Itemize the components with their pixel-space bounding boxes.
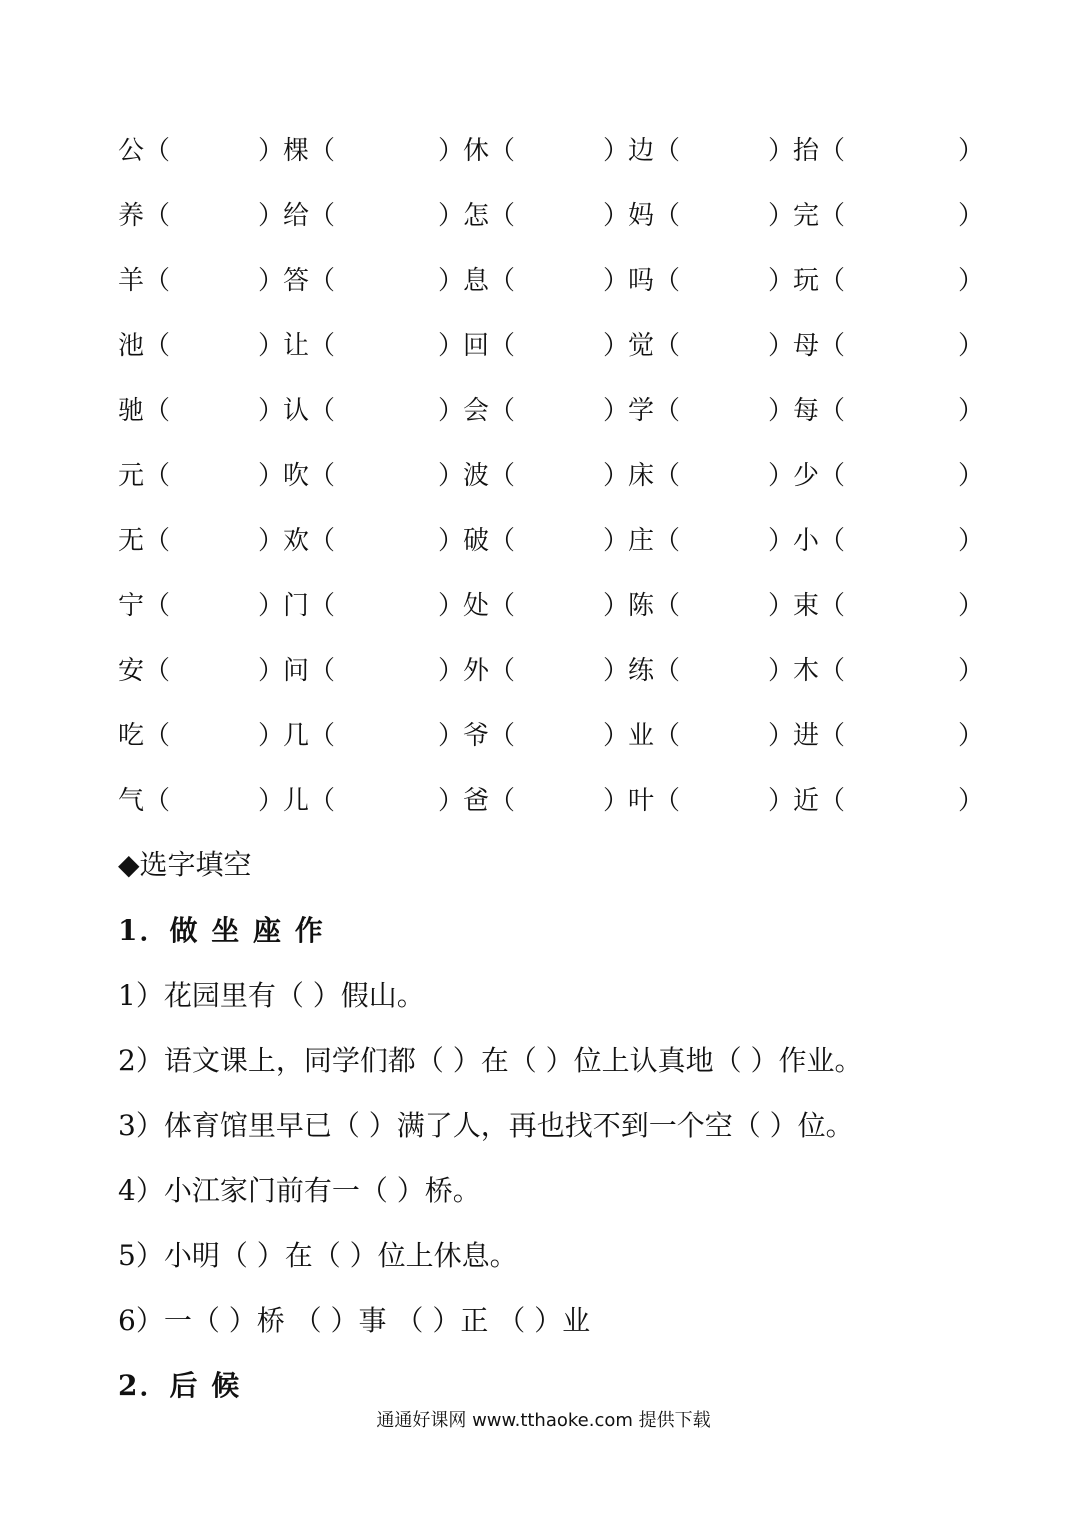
answer-blank-open[interactable]: （ (489, 396, 516, 426)
answer-blank-open[interactable]: （ (144, 721, 171, 751)
grid-character: 业 (628, 721, 655, 751)
answer-blank-open[interactable]: （ (819, 656, 846, 686)
grid-character: 羊 (118, 266, 145, 296)
grid-cell (463, 453, 630, 499)
answer-blank-close: ） (768, 136, 795, 166)
grid-character: 答 (283, 266, 310, 296)
grid-character: 养 (118, 201, 145, 231)
grid-cell (118, 258, 285, 304)
answer-blank-close: ） (438, 266, 465, 296)
answer-blank-open[interactable]: （ (654, 786, 681, 816)
answer-blank-open[interactable]: （ (489, 136, 516, 166)
answer-blank-close: ） (258, 266, 285, 296)
answer-blank-close: ） (258, 721, 285, 751)
answer-blank-open[interactable]: （ (654, 591, 681, 621)
answer-blank-close: ） (958, 396, 985, 426)
answer-blank-close: ） (438, 786, 465, 816)
answer-blank-open[interactable]: （ (309, 656, 336, 686)
grid-character: 吗 (628, 266, 655, 296)
answer-blank-open[interactable]: （ (654, 201, 681, 231)
grid-character: 学 (628, 396, 655, 426)
grid-character: 会 (463, 396, 490, 426)
grid-cell (793, 323, 985, 369)
answer-blank-close: ） (958, 721, 985, 751)
answer-blank-open[interactable]: （ (489, 656, 516, 686)
grid-cell (793, 518, 985, 564)
grid-row (118, 193, 985, 258)
answer-blank-open[interactable]: （ (309, 526, 336, 556)
footer-source: 通通好课网 www.tthaoke.com 提供下载 (376, 1410, 711, 1431)
grid-row (118, 778, 985, 843)
grid-cell (118, 453, 285, 499)
grid-character: 每 (793, 396, 820, 426)
answer-blank-open[interactable]: （ (489, 266, 516, 296)
answer-blank-open[interactable]: （ (654, 331, 681, 361)
grid-character: 元 (118, 461, 145, 491)
grid-character: 完 (793, 201, 820, 231)
grid-cell (118, 713, 285, 759)
grid-cell (793, 193, 985, 239)
grid-character: 练 (628, 656, 655, 686)
grid-character: 门 (283, 591, 310, 621)
answer-blank-close: ） (958, 266, 985, 296)
grid-character: 波 (463, 461, 490, 491)
answer-blank-close: ） (603, 201, 630, 231)
answer-blank-open[interactable]: （ (144, 461, 171, 491)
grid-character: 觉 (628, 331, 655, 361)
grid-cell (793, 128, 985, 174)
grid-cell (793, 258, 985, 304)
grid-character: 给 (283, 201, 310, 231)
grid-cell (283, 778, 465, 824)
answer-blank-open[interactable]: （ (489, 331, 516, 361)
grid-character: 束 (793, 591, 820, 621)
grid-row (118, 518, 985, 583)
grid-character: 认 (283, 396, 310, 426)
question-1-item-2: 2）语文课上，同学们都（ ）在（ ）位上认真地（ ）作业。 (118, 1044, 863, 1077)
answer-blank-open[interactable]: （ (489, 721, 516, 751)
answer-blank-open[interactable]: （ (654, 721, 681, 751)
grid-cell (463, 713, 630, 759)
grid-character: 安 (118, 656, 145, 686)
answer-blank-close: ） (603, 396, 630, 426)
grid-character: 公 (118, 136, 145, 166)
grid-character: 抬 (793, 136, 820, 166)
answer-blank-open[interactable]: （ (309, 721, 336, 751)
grid-character: 儿 (283, 786, 310, 816)
grid-cell (283, 713, 465, 759)
answer-blank-close: ） (958, 656, 985, 686)
answer-blank-open[interactable]: （ (144, 591, 171, 621)
grid-character: 进 (793, 721, 820, 751)
grid-character: 池 (118, 331, 145, 361)
grid-cell (793, 648, 985, 694)
grid-character: 休 (463, 136, 490, 166)
grid-row (118, 583, 985, 648)
grid-row (118, 388, 985, 453)
grid-character: 床 (628, 461, 655, 491)
grid-cell (118, 128, 285, 174)
answer-blank-open[interactable]: （ (654, 526, 681, 556)
answer-blank-open[interactable]: （ (819, 786, 846, 816)
grid-cell (283, 323, 465, 369)
answer-blank-close: ） (438, 396, 465, 426)
answer-blank-open[interactable]: （ (654, 266, 681, 296)
answer-blank-open[interactable]: （ (489, 526, 516, 556)
grid-cell (793, 778, 985, 824)
answer-blank-close: ） (438, 526, 465, 556)
answer-blank-close: ） (768, 656, 795, 686)
answer-blank-close: ） (958, 526, 985, 556)
answer-blank-open[interactable]: （ (309, 201, 336, 231)
grid-character: 棵 (283, 136, 310, 166)
grid-cell (463, 388, 630, 434)
grid-character: 木 (793, 656, 820, 686)
answer-blank-open[interactable]: （ (144, 526, 171, 556)
answer-blank-close: ） (958, 201, 985, 231)
grid-character: 无 (118, 526, 145, 556)
grid-row (118, 128, 985, 193)
grid-character: 宁 (118, 591, 145, 621)
answer-blank-close: ） (603, 526, 630, 556)
answer-blank-open[interactable]: （ (819, 721, 846, 751)
answer-blank-open[interactable]: （ (144, 201, 171, 231)
question-1-item-5: 5）小明（ ）在（ ）位上休息。 (118, 1239, 518, 1272)
answer-blank-close: ） (768, 461, 795, 491)
answer-blank-open[interactable]: （ (489, 461, 516, 491)
answer-blank-open[interactable]: （ (654, 396, 681, 426)
answer-blank-close: ） (258, 136, 285, 166)
grid-cell (463, 778, 630, 824)
grid-character: 妈 (628, 201, 655, 231)
grid-character: 让 (283, 331, 310, 361)
grid-cell (628, 323, 795, 369)
grid-character: 叶 (628, 786, 655, 816)
grid-cell (463, 193, 630, 239)
grid-cell (628, 258, 795, 304)
grid-character: 几 (283, 721, 310, 751)
answer-blank-open[interactable]: （ (819, 461, 846, 491)
grid-cell (463, 518, 630, 564)
grid-cell (118, 778, 285, 824)
grid-cell (463, 258, 630, 304)
answer-blank-open[interactable]: （ (309, 266, 336, 296)
grid-cell (283, 388, 465, 434)
answer-blank-close: ） (958, 461, 985, 491)
answer-blank-close: ） (603, 461, 630, 491)
answer-blank-open[interactable]: （ (819, 201, 846, 231)
answer-blank-open[interactable]: （ (489, 786, 516, 816)
grid-cell (463, 323, 630, 369)
answer-blank-open[interactable]: （ (309, 786, 336, 816)
grid-character: 问 (283, 656, 310, 686)
answer-blank-close: ） (603, 136, 630, 166)
answer-blank-open[interactable]: （ (144, 331, 171, 361)
grid-character: 气 (118, 786, 145, 816)
grid-character: 陈 (628, 591, 655, 621)
answer-blank-open[interactable]: （ (819, 136, 846, 166)
grid-cell (628, 193, 795, 239)
question-1-item-4: 4）小江家门前有一（ ）桥。 (118, 1174, 481, 1207)
answer-blank-open[interactable]: （ (654, 656, 681, 686)
answer-blank-open[interactable]: （ (819, 396, 846, 426)
answer-blank-close: ） (768, 331, 795, 361)
grid-character: 少 (793, 461, 820, 491)
grid-cell (283, 648, 465, 694)
grid-character: 爷 (463, 721, 490, 751)
answer-blank-open[interactable]: （ (654, 461, 681, 491)
answer-blank-open[interactable]: （ (819, 526, 846, 556)
grid-row (118, 258, 985, 323)
answer-blank-close: ） (768, 526, 795, 556)
word-formation-grid (118, 128, 985, 843)
answer-blank-close: ） (258, 656, 285, 686)
answer-blank-close: ） (258, 396, 285, 426)
answer-blank-close: ） (603, 591, 630, 621)
grid-cell (283, 258, 465, 304)
answer-blank-close: ） (438, 721, 465, 751)
grid-cell (628, 648, 795, 694)
grid-character: 处 (463, 591, 490, 621)
answer-blank-close: ） (603, 266, 630, 296)
grid-character: 母 (793, 331, 820, 361)
answer-blank-close: ） (438, 201, 465, 231)
grid-character: 玩 (793, 266, 820, 296)
answer-blank-close: ） (438, 331, 465, 361)
grid-cell (118, 583, 285, 629)
answer-blank-close: ） (438, 461, 465, 491)
grid-cell (118, 518, 285, 564)
answer-blank-close: ） (438, 656, 465, 686)
grid-cell (283, 583, 465, 629)
grid-cell (628, 388, 795, 434)
answer-blank-open[interactable]: （ (309, 331, 336, 361)
grid-row (118, 713, 985, 778)
grid-character: 边 (628, 136, 655, 166)
answer-blank-open[interactable]: （ (309, 461, 336, 491)
grid-character: 吹 (283, 461, 310, 491)
grid-cell (463, 648, 630, 694)
grid-cell (118, 648, 285, 694)
grid-cell (793, 583, 985, 629)
grid-character: 驰 (118, 396, 145, 426)
grid-character: 吃 (118, 721, 145, 751)
answer-blank-close: ） (768, 396, 795, 426)
answer-blank-close: ） (438, 136, 465, 166)
grid-character: 怎 (463, 201, 490, 231)
answer-blank-open[interactable]: （ (144, 656, 171, 686)
question-2-title: 2．后 候 (118, 1369, 242, 1402)
grid-cell (628, 713, 795, 759)
grid-character: 庄 (628, 526, 655, 556)
answer-blank-close: ） (768, 201, 795, 231)
answer-blank-open[interactable]: （ (819, 266, 846, 296)
question-1-title: 1．做 坐 座 作 (118, 914, 325, 947)
grid-cell (118, 193, 285, 239)
grid-row (118, 453, 985, 518)
grid-cell (118, 323, 285, 369)
answer-blank-close: ） (603, 331, 630, 361)
answer-blank-open[interactable]: （ (489, 591, 516, 621)
grid-cell (628, 778, 795, 824)
grid-cell (283, 518, 465, 564)
answer-blank-open[interactable]: （ (654, 136, 681, 166)
answer-blank-open[interactable]: （ (819, 331, 846, 361)
answer-blank-open[interactable]: （ (309, 136, 336, 166)
grid-cell (463, 128, 630, 174)
grid-cell (283, 128, 465, 174)
answer-blank-close: ） (768, 266, 795, 296)
answer-blank-close: ） (258, 331, 285, 361)
answer-blank-close: ） (258, 591, 285, 621)
question-1-item-3: 3）体育馆里早已（ ）满了人，再也找不到一个空（ ）位。 (118, 1109, 854, 1142)
grid-cell (283, 193, 465, 239)
answer-blank-open[interactable]: （ (144, 266, 171, 296)
grid-cell (793, 453, 985, 499)
grid-cell (793, 713, 985, 759)
grid-character: 小 (793, 526, 820, 556)
answer-blank-close: ） (768, 786, 795, 816)
answer-blank-open[interactable]: （ (819, 591, 846, 621)
answer-blank-close: ） (258, 201, 285, 231)
answer-blank-close: ） (768, 591, 795, 621)
grid-cell (628, 518, 795, 564)
grid-cell (283, 453, 465, 499)
answer-blank-close: ） (958, 136, 985, 166)
answer-blank-close: ） (258, 786, 285, 816)
answer-blank-close: ） (958, 786, 985, 816)
grid-character: 回 (463, 331, 490, 361)
grid-row (118, 648, 985, 713)
answer-blank-close: ） (958, 591, 985, 621)
grid-cell (628, 128, 795, 174)
grid-character: 破 (463, 526, 490, 556)
grid-cell (628, 583, 795, 629)
grid-character: 外 (463, 656, 490, 686)
section-title: ◆选字填空 (118, 848, 252, 881)
answer-blank-open[interactable]: （ (144, 786, 171, 816)
answer-blank-close: ） (438, 591, 465, 621)
grid-cell (118, 388, 285, 434)
answer-blank-close: ） (958, 331, 985, 361)
answer-blank-close: ） (603, 786, 630, 816)
grid-character: 息 (463, 266, 490, 296)
grid-character: 近 (793, 786, 820, 816)
question-1-item-6: 6）一（ ）桥 （ ）事 （ ）正 （ ）业 (118, 1304, 591, 1337)
grid-character: 欢 (283, 526, 310, 556)
answer-blank-open[interactable]: （ (489, 201, 516, 231)
answer-blank-close: ） (603, 721, 630, 751)
answer-blank-open[interactable]: （ (144, 136, 171, 166)
answer-blank-open[interactable]: （ (309, 591, 336, 621)
answer-blank-close: ） (768, 721, 795, 751)
answer-blank-open[interactable]: （ (309, 396, 336, 426)
answer-blank-open[interactable]: （ (144, 396, 171, 426)
grid-character: 爸 (463, 786, 490, 816)
grid-cell (628, 453, 795, 499)
answer-blank-close: ） (258, 461, 285, 491)
question-1-item-1: 1）花园里有（ ）假山。 (118, 979, 425, 1012)
grid-row (118, 323, 985, 388)
answer-blank-close: ） (603, 656, 630, 686)
grid-cell (793, 388, 985, 434)
answer-blank-close: ） (258, 526, 285, 556)
grid-cell (463, 583, 630, 629)
